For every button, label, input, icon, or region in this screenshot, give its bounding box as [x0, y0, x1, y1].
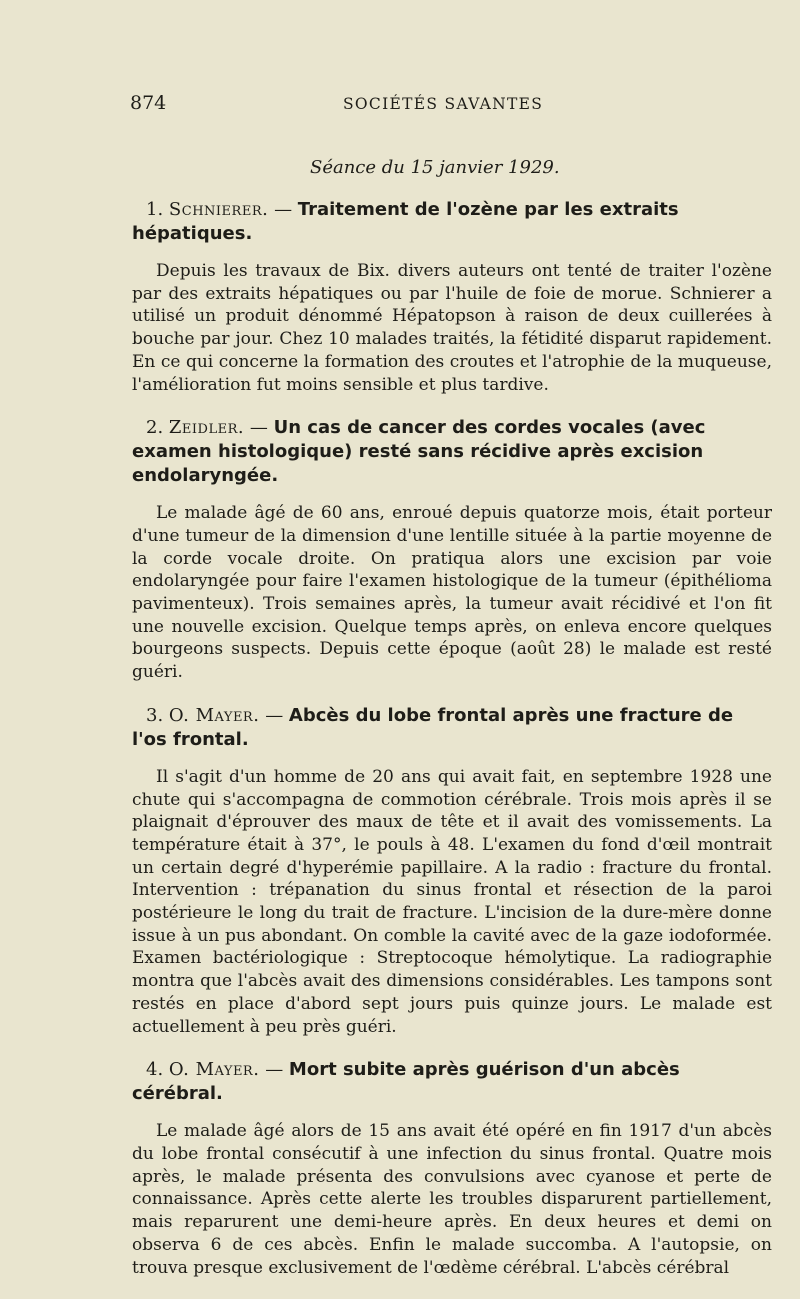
entry-number: 4. [146, 1059, 164, 1081]
session-title: Séance du 15 janvier 1929. [310, 157, 560, 178]
entry-author: Schnierer. [168, 199, 269, 220]
entry [132, 198, 772, 396]
running-header [130, 92, 770, 116]
entry-title: Mort subite après guérison d'un abcès cérébral. [132, 1059, 680, 1105]
entry-body: Il s'agit d'un homme de 20 ans qui avait fait, en septembre 1928 une chute qui s'accompagna de commotion cérébrale. Trois mois après il se plaignait d'éprouver des maux de tête et il avait des vomissements. La température était à 37°, le pouls à 48. L'examen du fond d'œil montrait un certain degré d'hyperémie papillaire. A la radio : fracture du frontal. Intervention : trépanation du sinus frontal et résection de la paroi postérieure le long du trait de fracture. L'incision de la dure-mère donne issue à un pus abondant. On comble la cavité avec de la gaze iodoformée. Examen bactériologique : Streptocoque hémolytique. La radiographie montra que l'abcès avait des dimensions considérables. Les tampons sont restés en place d'abord sept jours puis quinze jours. Le malade est actuellement à peu près guéri. [132, 766, 772, 1037]
entry-body: Le malade âgé de 60 ans, enroué depuis quatorze mois, était porteur d'une tumeur de la dimension d'une lentille située à la partie moyenne de la corde vocale droite. On pratiqua alors une excision par voie endolaryngée pour faire l'examen histologique de la tumeur (épithélioma pavimenteux). Trois semaines après, la tumeur avait récidivé et l'on fit une nouvelle excision. Quelque temps après, on enleva encore quelques bourgeons suspects. Depuis cette époque (août 28) le malade est resté guéri. [132, 503, 772, 683]
entry-number: 2. [146, 417, 164, 439]
entry-separator: — [265, 704, 284, 726]
article-content [132, 198, 772, 1299]
entry [132, 1058, 772, 1279]
entry-separator: — [249, 417, 268, 439]
entry-heading [132, 416, 772, 488]
entry-author: O. Mayer. [168, 1059, 260, 1081]
entry-author: O. Mayer. [168, 704, 260, 726]
entry-heading [132, 704, 772, 752]
entry-separator: — [265, 1059, 284, 1081]
entry-heading [132, 1058, 772, 1106]
entry-author: Zeidler. [168, 417, 245, 439]
journal-title: SOCIÉTÉS SAVANTES [343, 95, 544, 113]
entry-heading [132, 198, 772, 246]
entry [132, 704, 772, 1038]
entry-title: Abcès du lobe frontal après une fracture de l'os frontal. [132, 704, 734, 750]
entry-title: Traitement de l'ozène par les extraits hépatiques. [132, 199, 679, 244]
entry-body: Le malade âgé alors de 15 ans avait été opéré en fin 1917 d'un abcès du lobe frontal consécutif à une infection du sinus frontal. Quatre mois après, le malade présenta des convulsions avec cyanose et perte de connaissance. Après cette alerte les troubles disparurent partiellement, mais reparurent une demi-heure après. En deux heures et demi on observa 6 de ces abcès. Enfin le malade succomba. A l'autopsie, on trouva presque exclusivement de l'œdème cérébral. L'abcès cérébral [132, 1121, 772, 1278]
entry-number: 1. [146, 199, 164, 220]
entry [132, 416, 772, 684]
entry-body: Depuis les travaux de Bix. divers auteurs ont tenté de traiter l'ozène par des extraits hépatiques ou par l'huile de foie de morue. Schnierer a utilisé un produit dénommé Hépatopson à raison de deux cuillerées à bouche par jour. Chez 10 malades traités, la fétidité disparut rapidement. En ce qui concerne la formation des croutes et l'atrophie de la muqueuse, l'amélioration fut moins sensible et plus tardive. [132, 261, 772, 395]
entry-title: Un cas de cancer des cordes vocales (avec examen histologique) resté sans récidive après excision endolaryngée. [132, 417, 706, 487]
page-number: 874 [130, 92, 167, 114]
entry-number: 3. [146, 704, 164, 726]
entry-separator: — [274, 199, 293, 220]
